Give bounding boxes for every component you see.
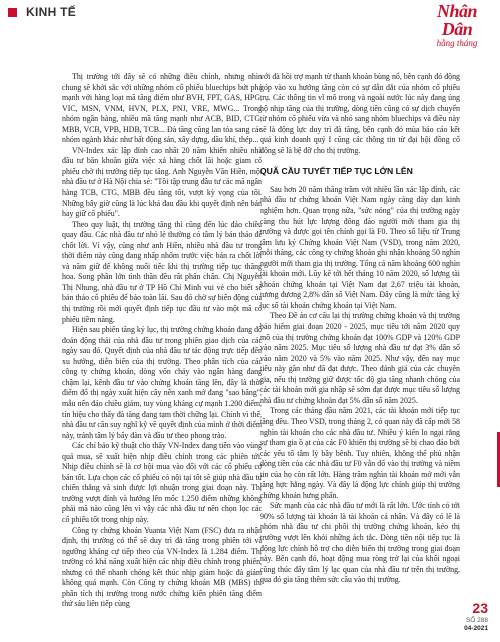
page-number: 23 bbox=[472, 600, 488, 616]
paragraph: Hiện sau phiên tăng kỷ lục, thị trường chứng khoán đang đổ đoán động thái của nhà đầu tư trong phiên giao dịch của các ngày sau đó. Quyết định của nhà đầu tư tác động trực tiếp đến xu hướng, diễn biến của thị trường. Theo phân tích của các công ty chứng khoán, dòng vốn chảy vào ngân hàng đang chậm lại, kênh đầu tư vào chứng khoán tăng lên, đây là thời điểm đổ thị ngày xuất hiện cây nến xanh mở đang "sao băng", mẫu nến đảo chiều giảm, tuy vùng kháng cự mạnh 1.200 điểm, tín hiệu cho thấy đà tăng đang tạm thời chững lại. Chính vì thế, nhà đầu tư cần suy nghĩ kỹ về quyết định của mình ở thời điểm này, tránh tâm lý bẩy đàn và đầu tư theo phong trào. bbox=[62, 325, 262, 440]
article-column-right bbox=[260, 72, 460, 586]
article-column-left bbox=[62, 72, 262, 610]
logo-subtitle: hằng tháng bbox=[436, 38, 478, 48]
paragraph: Sức mạnh của các nhà đầu tư mới là rất lớn. Ước tính có tới 90% số lượng tài khoản là tài khoản cá nhân. Và đây có lẽ là nhóm nhà đầu tư chi phối thị trường chứng khoán, kéo thị trường vượt lên khỏi những ách tắc. Dòng tiền nội tiếp tục là động lực chính hỗ trợ cho diễn biến thị trường trong giai đoạn này. Bên cạnh đó, hoạt động mua ròng trở lại của khối ngoại cũng thúc đẩy tâm lý lạc quan của nhà đầu tư trên thị trường, qua đó gia tăng thêm sức cầu vào thị trường. bbox=[260, 501, 460, 585]
section-title: KINH TẾ bbox=[26, 5, 77, 19]
issue-number: SỐ 288 bbox=[465, 617, 488, 624]
paragraph: Trong các tháng đầu năm 2021, các tài khoản mới tiếp tục tăng đều. Theo VSD, trong tháng 2, có quan này đã cấp mới 58 nghìn tài khoản cho các nhà đầu tư. Nhiều ý kiến lo ngại rằng sự tham gia ồ ạt của các F0 khiến thị trường sẽ bị chao đảo bởi các yếu tố tâm lý bầy bênh. Tuy nhiên, không thể phủ nhận dòng tiền của các nhà đầu tư F0 vẫn đổ vào thị trường và niềm tin của họ còn rất lớn. Hàng trăm nghìn tài khoản mở mới vẫn tăng hực hằng ngày. Và đây là động lực chính giúp thị trường chứng khoán hưng phấn. bbox=[260, 406, 460, 500]
logo-title: Nhân Dân bbox=[436, 1, 478, 39]
paragraph: với đà hồi trợ mạnh từ thanh khoản bùng nổ, bên cạnh đó động góp vào xu hướng tăng còn có sự dẫn dắt của nhóm cổ phiếu trụ. Các thông tin vĩ mô trong và ngoài nước lúc này đang ủng hộ nhịp tăng của thị trường, dòng tiền cũng có sự dịch chuyển từ nhóm cổ phiếu vừa và nhỏ sang nhóm bluechips và điều này sẽ là động lực duy trì đà tăng, bên cạnh đó mùa báo cáo kết quả kinh doanh quý I cũng các thông tin từ đại hội đồng cổ đông sẽ là bệ đỡ cho thị trường. bbox=[260, 72, 460, 155]
paragraph: Sau hơn 20 năm thăng trầm với nhiều lần xác lập đỉnh, các nhà đầu tư chứng khoán Việt Nam ngày càng dày dạn kinh nghiệm hơn. Quan trọng nữa, "sức nóng" của thị trường ngày càng thu hút lực lượng đông đảo người mới tham gia thị trường và được gọi tên chính gọi là F0. Theo số liệu từ Trung tâm lưu ký Chứng khoán Việt Nam (VSD), trong năm 2020, mỗi tháng, các công ty chứng khoán ghi nhận khoảng 50 nghìn người mới tham gia thị trường. Tổng cả năm khoảng 600 nghìn tài khoản mới. Lũy kế tới hết tháng 10 năm 2020, số lượng tài khoản chứng khoán tại Việt Nam đạt 2,67 triệu tài khoản, tương đương 2,8% dân số Việt Nam. Đây cũng là mức tăng kỷ lục số tài khoản chứng khoán tại Việt Nam. bbox=[260, 184, 460, 310]
issue-info bbox=[464, 617, 488, 633]
paragraph: Các chỉ báo kỹ thuật cho thấy VN-Index đang tiến vào vùng quá mua, sẽ xuất hiện nhịp điều chỉnh trong các phiên tới. Nhịp điều chỉnh sẽ là cơ hội mua vào đối với các cổ phiếu cơ bản tốt. Lựa chọn các cổ phiếu có nội tại tốt sẽ giúp nhà đầu tư chiến thắng và sinh được lợi nhuận trong giai đoạn này. Thị trường vượt đỉnh và hướng lên mốc 1.250 điểm những không phải mã nào cũng lên vì vậy các nhà đầu tư nên chọn lọc các cổ phiếu tốt trong nhịp này. bbox=[62, 441, 262, 524]
issue-date: 04-2021 bbox=[464, 625, 488, 632]
publication-logo bbox=[424, 1, 490, 48]
paragraph: Theo Đề án cơ cấu lại thị trường chứng khoán và thị trường bảo hiểm giai đoạn 2020 - 2025, mục tiêu tới năm 2020 quy mô của thị trường chứng khoán đạt 100% GDP và 120% GDP vào năm 2025. Mục tiêu số lượng nhà đầu tư đạt 3% dân số vào năm 2020 và 5% vào năm 2025. Như vậy, đến nay mục tiêu này gần như đã đạt được. Theo đánh giá của các chuyên gia, nếu thị trường giữ được tốc độ gia tăng nhanh chóng của các tài khoản mới gia nhập sẽ sớm đạt được mục tiêu số lượng nhà đầu tư chứng khoán đạt 5% dân số năm 2025. bbox=[260, 311, 460, 405]
paragraph: Công ty chứng khoán Yuanta Việt Nam (FSC) đưa ra nhận định, thị trường có thể sẽ duy trì đà tăng trong phiên tới và ngưỡng kháng cự tiếp theo của VN-Index là 1.284 điểm. Thị trường có khả năng xuất hiện các nhịp điều chỉnh trong phiên, nhưng có thể nhanh chóng kết thúc nhịp giảm hoặc đà giảm không quá mạnh. Còn Công ty chứng khoán MB (MBS) thì phân tích thị trường trong nước chứng kiến phiên tăng điểm thứ sáu liên tiếp cùng bbox=[62, 525, 262, 609]
subheading: QUÃ CẦU TUYẾT TIẾP TỤC LỚN LÊN bbox=[260, 166, 413, 177]
paragraph: Thị trường tới đây sẽ có những điều chỉnh, nhưng nhìn chung sẽ khởi sắc với những nhóm cổ phiếu bluechips bứt phá mạnh với hàng loạt mã tăng điểm như BVH, FPT, GAS, HPG, VIC, MSN, VNM, HVN, PLX, PNJ, VRE, MWG... Trong nhóm ngân hàng, nhiều mã tăng mạnh như ACB, BID, CTG, MBB, VCB, VPB, HDB, TCB... Đà tăng cũng lan tỏa sang các nhóm ngành khác như bất động sản, xây dựng, dầu khí, thép... bbox=[62, 72, 262, 145]
section-marker-icon bbox=[8, 8, 17, 17]
paragraph: Theo quy luật, thị trường tăng thì cũng đến lúc đảo chiều quay đầu. Các nhà đầu tư nhỏ lẻ thường có tâm lý bán tháo để chốt lời. Vì vậy, cũng như anh Hiền, nhiều nhà đầu tư trong thời điểm này cũng đang nhấp nhổm trước việc bán ra chốt lời và năm giữ để không nuối tiếc khi thị trường tiếp tục thăng hoa. Song phần lớn tình thần đều rất phấn chấn. Chị Nguyễn Thị Nhung, nhà đầu tư ở TP Hồ Chí Minh vui vẻ cho biết sẽ bán tháo cổ phiếu để bảo toàn lãi. Sau đó chờ sự biến động của thị trường rồi mới quyết định tiếp tục đầu tư vào một mã cổ phiếu tiềm năng. bbox=[62, 219, 262, 324]
page-header bbox=[0, 0, 500, 48]
paragraph: VN-Index xác lập đỉnh cao nhất 20 năm khiến nhiều nhà đầu tư băn khoăn giữa việc xả hàng chốt lãi hoặc giam cổ phiếu chờ thị trường tiếp tục tăng. Anh Nguyễn Văn Hiền, một nhà đầu tư ở Hà Nội chia sẻ: "Tôi tập trung đầu tư các mã ngân hàng TCB, CTG, MBB đều tăng tốt, vượt kỳ vọng của tôi. Những bây giờ cũng là lúc khá đau đầu khi quyết định nên bán hay giữ cổ phiếu". bbox=[62, 145, 262, 219]
